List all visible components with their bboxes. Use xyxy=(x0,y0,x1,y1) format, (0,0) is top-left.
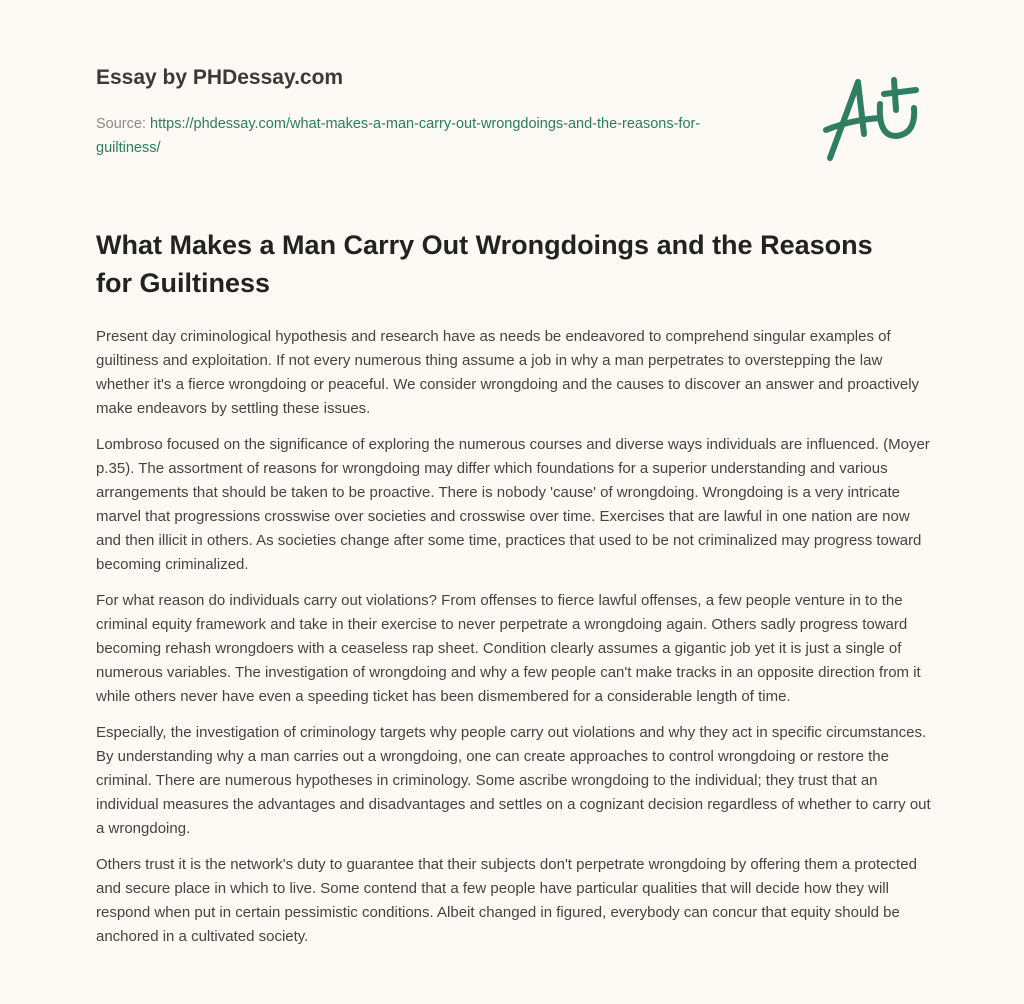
paragraph: For what reason do individuals carry out violations? From offenses to fierce lawful offenses, a few people venture in to the criminal equity framework and take in their exercise to never perpetrate a wrongdoing again. Others sadly progress toward becoming rehash wrongdoers with a ceaseless rap sheet. Condition clearly assumes a gigantic job yet it is just a single of numerous variables. The investigation of wrongdoing and why a few people can't make tracks in an opposite direction from it while others never have even a speeding ticket has been dismembered for a considerable length of time. xyxy=(96,592,921,705)
paragraph: Especially, the investigation of criminology targets why people carry out violations and why they act in specific circumstances. By understanding why a man carries out a wrongdoing, one can create approaches to control wrongdoing or restore the criminal. There are numerous hypotheses in criminology. Some ascribe wrongdoing to the individual; they trust that an individual measures the advantages and disadvantages and settles on a cognizant decision regardless of whether to carry out a wrongdoing. xyxy=(96,724,931,837)
paragraph: Others trust it is the network's duty to guarantee that their subjects don't perpetrate wrongdoing by offering them a protected and secure place in which to live. Some contend that a few people have particular qualities that will decide how they will respond when put in certain pessimistic conditions. Albeit changed in figured, everybody can concur that equity should be anchored in a cultivated society. xyxy=(96,856,917,945)
paragraph: Lombroso focused on the significance of exploring the numerous courses and diverse ways individuals are influenced. (Moyer p.35). The assortment of reasons for wrongdoing may differ which foundations for a superior understanding and various arrangements that should be taken to be proactive. There is nobody 'cause' of wrongdoing. Wrongdoing is a very intricate marvel that progressions crosswise over societies and crosswise over time. Exercises that are lawful in one nation are now and then illicit in others. As societies change after some time, practices that used to be not criminalized may progress toward becoming criminalized. xyxy=(96,436,930,573)
article-title: What Makes a Man Carry Out Wrongdoings and the Reasons for Guiltiness xyxy=(96,230,873,298)
paragraph: Present day criminological hypothesis and research have as needs be endeavored to comprehend singular examples of guiltiness and exploitation. If not every numerous thing assume a job in why a man perpetrates to overstepping the law whether it's a fierce wrongdoing or peaceful. We consider wrongdoing and the causes to discover an answer and proactively make endeavors by settling these issues. xyxy=(96,328,920,417)
article-body xyxy=(96,325,936,961)
source-link[interactable]: https://phdessay.com/what-makes-a-man-carry-out-wrongdoings-and-the-reasons-for-guiltiness/ xyxy=(96,116,701,156)
site-brand: Essay by PHDessay.com xyxy=(96,66,344,89)
a-plus-logo-icon xyxy=(820,74,930,164)
source-label: Source: xyxy=(96,116,146,132)
source-line xyxy=(96,112,736,160)
